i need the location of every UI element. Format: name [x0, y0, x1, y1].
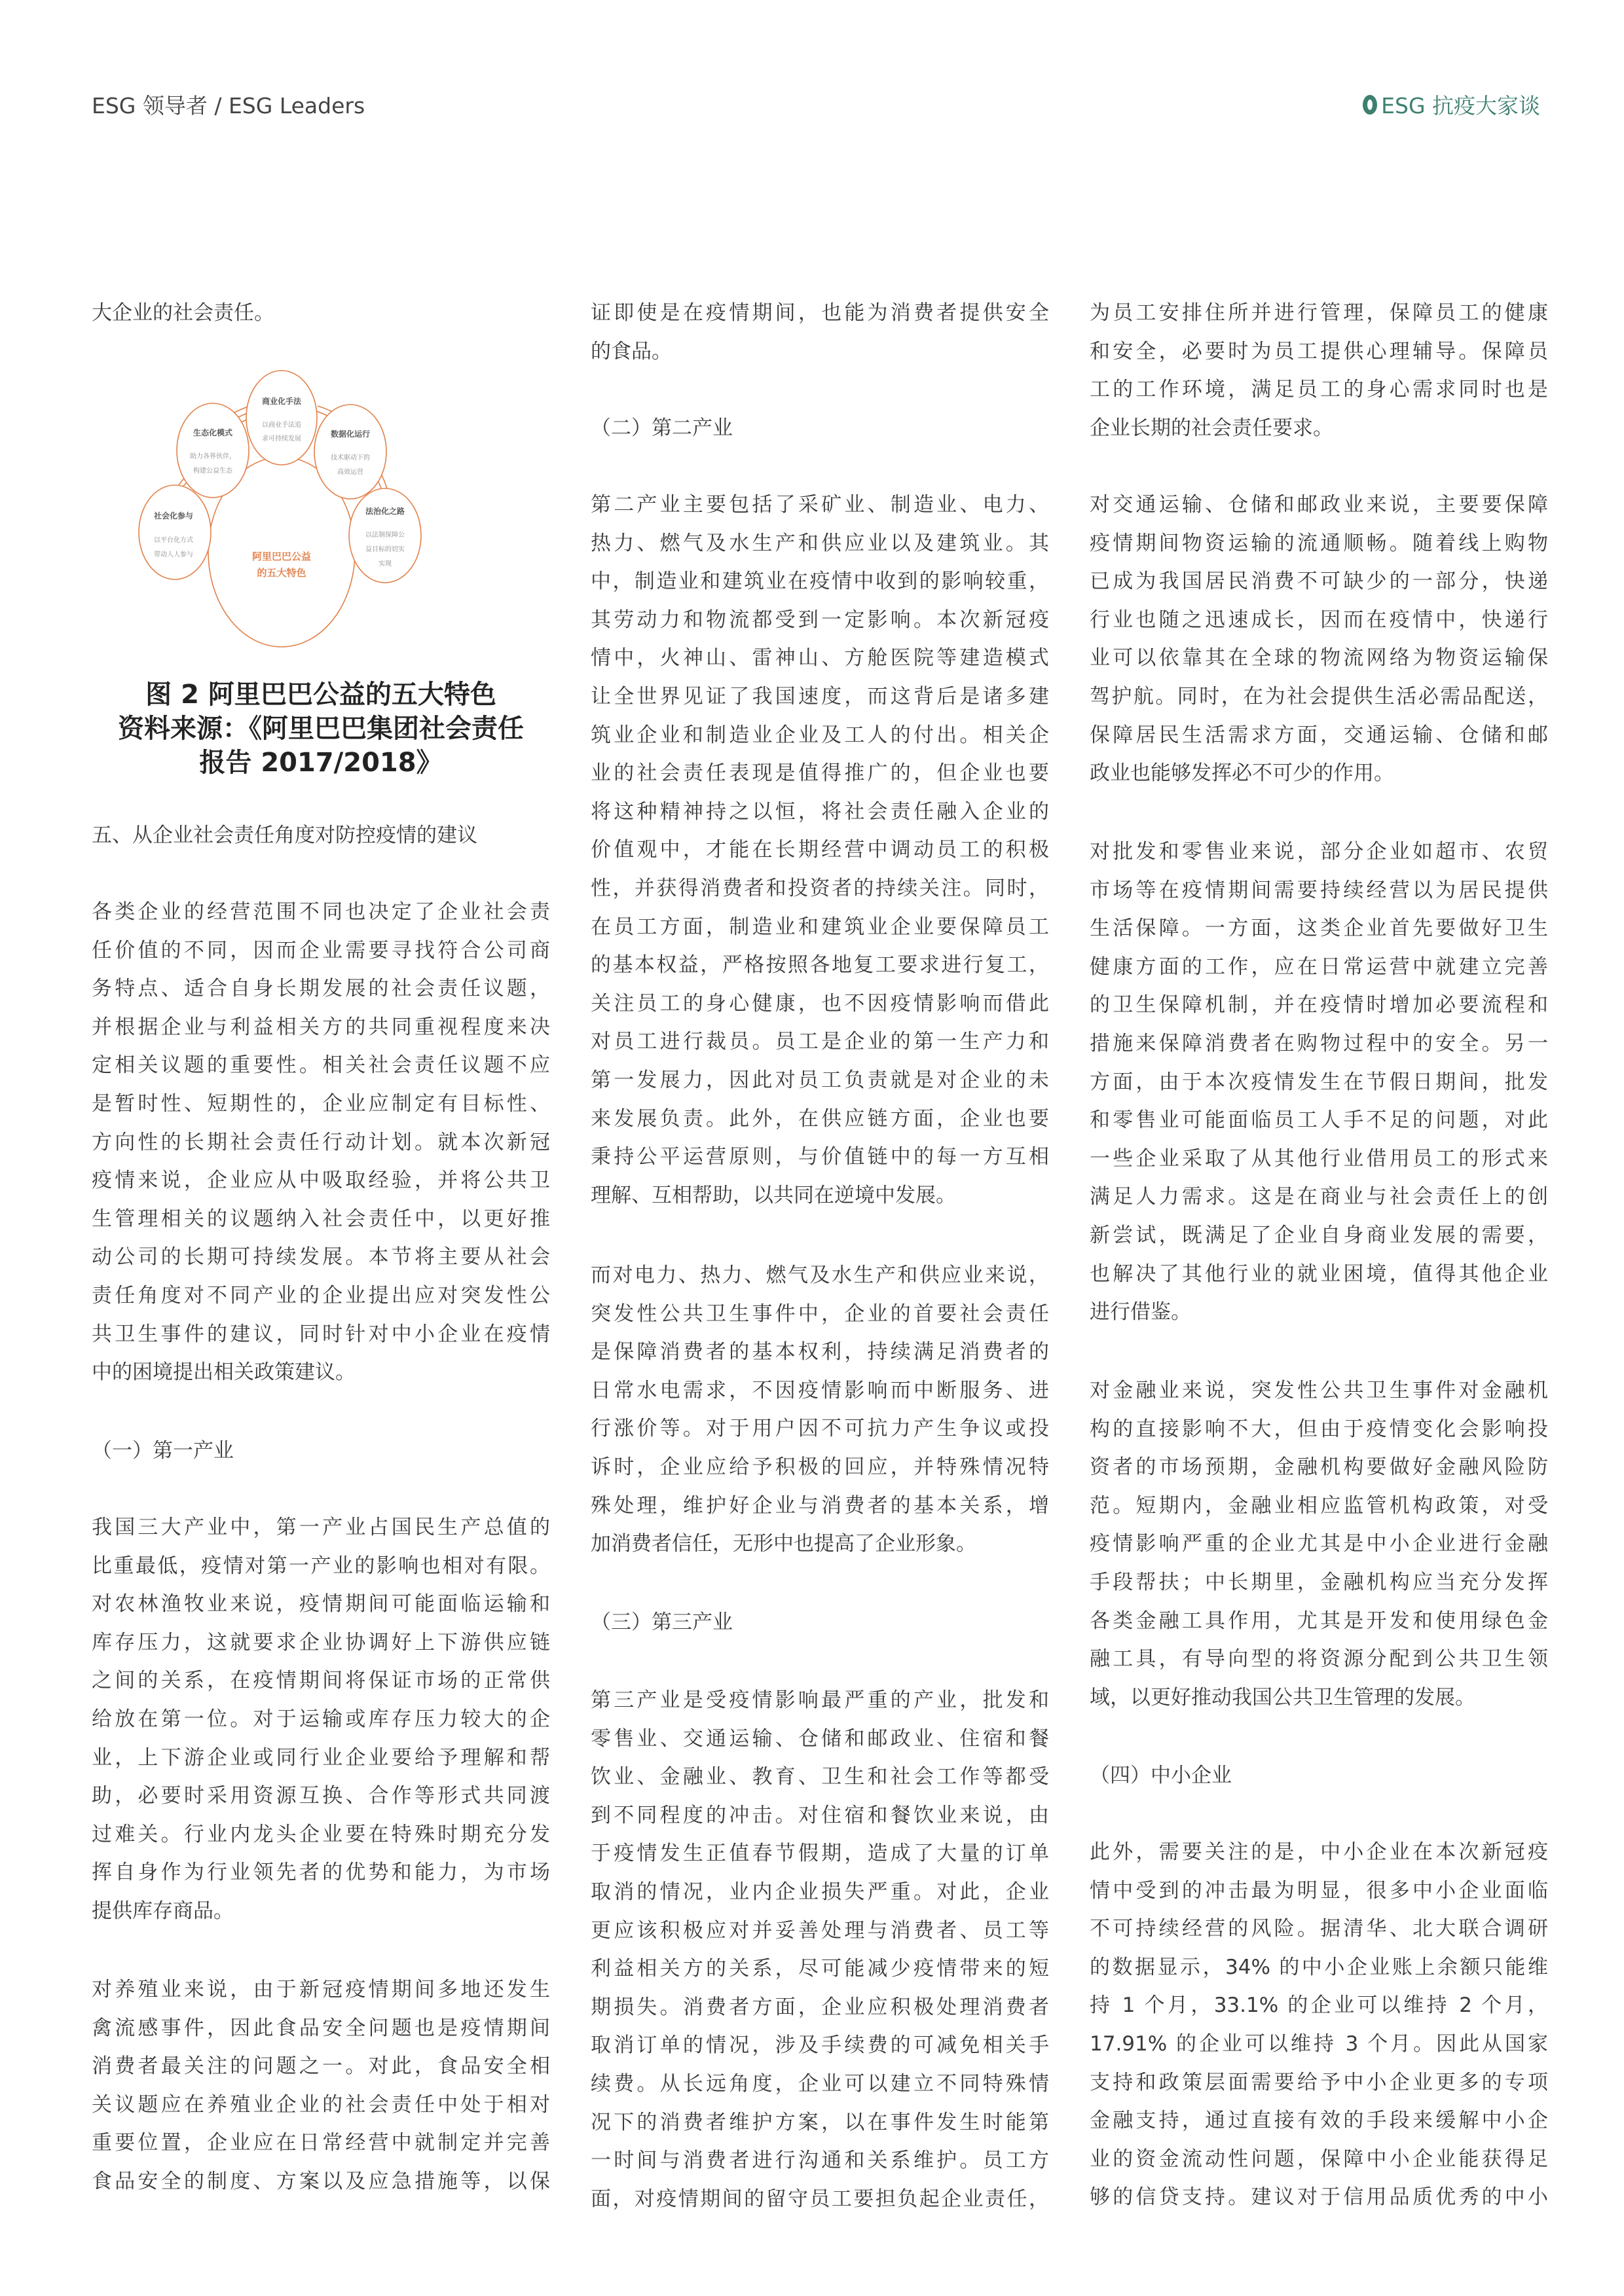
- text-line: 责任角度对不同产业的企业提出应对突发性公: [92, 1283, 550, 1307]
- text-line: 禽流感事件，因此食品安全问题也是疫情期间: [92, 2016, 550, 2040]
- text-line: 业，上下游企业或同行业企业要给予理解和帮: [92, 1745, 550, 1770]
- text-line: 业的资金流动性问题，保障中小企业能获得足: [1090, 2147, 1548, 2171]
- paragraph: [92, 1508, 550, 1931]
- node-title: 商业化手法: [261, 397, 302, 406]
- text-line: 市场等在疫情期间需要持续经营以为居民提供: [1090, 878, 1548, 902]
- node-circle: [177, 403, 249, 498]
- figure-caption: [92, 678, 550, 780]
- text-line: 日常水电需求，不因疫情影响而中断服务、进: [591, 1378, 1049, 1402]
- paragraph: [1090, 1372, 1548, 1717]
- text-line: 不可持续经营的风险。据清华、北大联合调研: [1090, 1917, 1548, 1941]
- node-title: 社会化参与: [153, 511, 194, 520]
- text-line: （一）第一产业: [92, 1439, 234, 1463]
- text-line: 而对电力、热力、燃气及水生产和供应业来说，: [591, 1264, 1049, 1287]
- text-line: 的卫生保障机制，并在疫情时增加必要流程和: [1090, 993, 1548, 1017]
- text-line: 第二产业主要包括了采矿业、制造业、电力、: [591, 493, 1049, 517]
- node-desc: 以法制保障公: [365, 532, 405, 539]
- text-line: 五、从企业社会责任角度对防控疫情的建议: [92, 824, 477, 847]
- running-header-right: [1363, 89, 1540, 120]
- text-line: 此外，需要关注的是，中小企业在本次新冠疫: [1090, 1840, 1548, 1864]
- node-desc: 以商业手法追: [262, 422, 301, 429]
- text-line: 的食品。: [591, 339, 672, 363]
- caption-line: 图 2 阿里巴巴公益的五大特色: [145, 680, 496, 710]
- section-heading: [1090, 1757, 1548, 1795]
- caption-line: 资料来源：《阿里巴巴集团社会责任: [118, 714, 524, 744]
- circle-logo-icon: [1363, 95, 1377, 115]
- text-line: 工的工作环境，满足员工的身心需求同时也是: [1090, 378, 1548, 402]
- text-line: 给放在第一位。对于运输或库存压力较大的企: [92, 1707, 550, 1731]
- text-line: 对农林渔牧业来说，疫情期间可能面临运输和: [92, 1592, 550, 1616]
- text-line: 各类企业的经营范围不同也决定了企业社会责: [92, 900, 550, 924]
- text-line: 对员工进行裁员。员工是企业的第一生产力和: [591, 1030, 1049, 1054]
- text-line: 取消订单的情况，涉及手续费的可减免相关手: [591, 2033, 1049, 2058]
- node-desc: 益目标的切实: [365, 546, 405, 553]
- center-label: 阿里巴巴公益: [251, 551, 312, 562]
- text-line: 的数据显示，34% 的中小企业账上余额只能维: [1090, 1955, 1548, 1979]
- section-heading: [591, 409, 1049, 448]
- paragraph: [591, 294, 1049, 371]
- text-line: 食品安全的制度、方案以及应急措施等，以保: [92, 2169, 550, 2193]
- node-title: 数据化运行: [330, 429, 371, 439]
- text-line: 为员工安排住所并进行管理，保障员工的健康: [1090, 301, 1548, 325]
- text-line: 生管理相关的议题纳入社会责任中，以更好推: [92, 1207, 550, 1231]
- paragraph: [92, 893, 550, 1392]
- text-line: 突发性公共卫生事件中，企业的首要社会责任: [591, 1302, 1049, 1326]
- text-line: 消费者最关注的问题之一。对此，食品安全相: [92, 2054, 550, 2079]
- text-line: 满足人力需求。这是在商业与社会责任上的创: [1090, 1185, 1548, 1209]
- text-line: 来发展负责。此外，在供应链方面，企业也要: [591, 1106, 1049, 1131]
- text-line: 加消费者信任，无形中也提高了企业形象。: [591, 1532, 976, 1556]
- text-line: 到不同程度的冲击。对住宿和餐饮业来说，由: [591, 1803, 1049, 1827]
- text-line: 筑业企业和制造业企业及工人的付出。相关企: [591, 723, 1049, 747]
- text-line: 库存压力，这就要求企业协调好上下游供应链: [92, 1630, 550, 1654]
- text-line: 业的社会责任表现是值得推广的，但企业也要: [591, 761, 1049, 786]
- text-line: 疫情来说，企业应从中吸取经验，并将公共卫: [92, 1169, 550, 1193]
- text-line: 定相关议题的重要性。相关社会责任议题不应: [92, 1053, 550, 1078]
- text-line: 政业也能够发挥必不可少的作用。: [1090, 761, 1394, 786]
- text-line: 动公司的长期可持续发展。本节将主要从社会: [92, 1245, 550, 1269]
- section-heading: [591, 1603, 1049, 1642]
- node-title: 法治化之路: [365, 507, 405, 516]
- text-line: 饮业、金融业、教育、卫生和社会工作等都受: [591, 1765, 1049, 1789]
- section-heading: [92, 816, 550, 855]
- text-line: 持 1 个月，33.1% 的企业可以维持 2 个月，: [1090, 1994, 1548, 2018]
- text-line: （四）中小企业: [1090, 1764, 1232, 1787]
- paragraph: [92, 1971, 550, 2201]
- node-circle: [314, 405, 386, 499]
- text-line: 也解决了其他行业的就业困境，值得其他企业: [1090, 1262, 1548, 1286]
- text-line: 一时间与消费者进行沟通和关系维护。员工方: [591, 2149, 1049, 2173]
- text-line: 将这种精神持之以恒，将社会责任融入企业的: [591, 799, 1049, 824]
- text-line: 续费。从长远角度，企业可以建立不同特殊情: [591, 2071, 1049, 2096]
- text-line: 保障居民生活需求方面，交通运输、仓储和邮: [1090, 723, 1548, 747]
- text-line: 提供库存商品。: [92, 1899, 234, 1923]
- text-line: 关议题应在养殖业企业的社会责任中处于相对: [92, 2092, 550, 2117]
- node-desc: 技术驱动下的: [331, 454, 370, 462]
- text-line: 域，以更好推动我国公共卫生管理的发展。: [1090, 1685, 1475, 1709]
- text-line: 性，并获得消费者和投资者的持续关注。同时，: [591, 876, 1049, 900]
- text-line: 疫情期间物资运输的流通顺畅。随着线上购物: [1090, 531, 1548, 555]
- text-line: 助，必要时采用资源互换、合作等形式共同渡: [92, 1784, 550, 1808]
- text-line: 是暂时性、短期性的，企业应制定有目标性、: [92, 1091, 550, 1116]
- text-line: 对交通运输、仓储和邮政业来说，主要要保障: [1090, 493, 1548, 517]
- text-line: 驾护航。同时，在为社会提供生活必需品配送，: [1090, 684, 1548, 708]
- node-circle: [246, 371, 317, 465]
- text-line: 业可以依靠其在全球的物流网络为物资运输保: [1090, 646, 1548, 670]
- text-line: （三）第三产业: [591, 1611, 733, 1634]
- section-heading: [92, 1432, 550, 1470]
- paragraph: [1090, 1833, 1548, 2217]
- text-line: 大企业的社会责任。: [92, 301, 274, 325]
- text-line: 务特点、适合自身长期发展的社会责任议题，: [92, 977, 550, 1001]
- text-line: 利益相关方的关系，尽可能减少疫情带来的短: [591, 1957, 1049, 1981]
- text-line: 够的信贷支持。建议对于信用品质优秀的中小: [1090, 2185, 1548, 2210]
- text-line: 情中，火神山、雷神山、方舱医院等建造模式: [591, 646, 1049, 670]
- paragraph: [591, 1256, 1049, 1563]
- node-desc: 高效运营: [337, 469, 363, 476]
- node-circle: [139, 485, 211, 579]
- text-line: 诉时，企业应给予积极的回应，并特殊情况特: [591, 1455, 1049, 1479]
- text-line: 健康方面的工作，应在日常运营中就建立完善: [1090, 955, 1548, 979]
- text-line: 更应该积极应对并妥善处理与消费者、员工等: [591, 1918, 1049, 1942]
- text-line: 挥自身作为行业领先者的优势和能力，为市场: [92, 1861, 550, 1885]
- text-line: 我国三大产业中，第一产业占国民生产总值的: [92, 1516, 550, 1539]
- text-line: 在员工方面，制造业和建筑业企业要保障员工: [591, 915, 1049, 939]
- text-line: 手段帮扶；中长期里，金融机构应当充分发挥: [1090, 1570, 1548, 1594]
- text-line: 已成为我国居民消费不可缺少的一部分，快递: [1090, 570, 1548, 594]
- running-header-left: ESG 领导者 / ESG Leaders: [92, 93, 365, 118]
- text-line: 零售业、交通运输、仓储和邮政业、住宿和餐: [591, 1726, 1049, 1751]
- text-line: 殊处理，维护好企业与消费者的基本关系，增: [591, 1493, 1049, 1518]
- text-line: 生活保障。一方面，这类企业首先要做好卫生: [1090, 917, 1548, 941]
- paragraph: [92, 294, 550, 333]
- text-line: 措施来保障消费者在购物过程中的安全。另一: [1090, 1031, 1548, 1055]
- text-line: 进行借鉴。: [1090, 1300, 1191, 1324]
- node-desc: 求可持续发展: [262, 435, 301, 443]
- text-line: 并根据企业与利益相关方的共同重视程度来决: [92, 1015, 550, 1039]
- text-line: 关注员工的身心健康，也不因疫情影响而借此: [591, 991, 1049, 1015]
- text-line: 价值观中，才能在长期经营中调动员工的积极: [591, 838, 1049, 862]
- text-line: 是保障消费者的基本权利，持续满足消费者的: [591, 1340, 1049, 1364]
- five-features-diagram: [131, 354, 576, 668]
- text-line: 和安全，必要时为员工提供心理辅导。保障员: [1090, 339, 1548, 363]
- paragraph: [591, 1681, 1049, 2218]
- text-line: 过难关。行业内龙头企业要在特殊时期充分发: [92, 1822, 550, 1846]
- text-line: 方向性的长期社会责任行动计划。就本次新冠: [92, 1130, 550, 1154]
- text-line: 中的困境提出相关政策建议。: [92, 1360, 356, 1385]
- text-line: 对养殖业来说，由于新冠疫情期间多地还发生: [92, 1978, 550, 2001]
- text-line: 各类金融工具作用，尤其是开发和使用绿色金: [1090, 1609, 1548, 1633]
- paragraph: [1090, 486, 1548, 793]
- text-line: 证即使是在疫情期间，也能为消费者提供安全: [591, 301, 1049, 325]
- text-line: 范。短期内，金融业相应监管机构政策，对受: [1090, 1493, 1548, 1518]
- text-line: 秉持公平运营原则，与价值链中的每一方互相: [591, 1145, 1049, 1169]
- text-line: 对金融业来说，突发性公共卫生事件对金融机: [1090, 1379, 1548, 1402]
- text-line: 热力、燃气及水生产和供应业以及建筑业。其: [591, 531, 1049, 555]
- node-desc: 助力各界伙伴，: [190, 453, 236, 460]
- text-line: 中，制造业和建筑业在疫情中收到的影响较重，: [591, 570, 1049, 594]
- text-line: 重要位置，企业应在日常经营中就制定并完善: [92, 2131, 550, 2155]
- node-desc: 带动人人参与: [154, 551, 193, 558]
- text-line: 对批发和零售业来说，部分企业如超市、农贸: [1090, 840, 1548, 864]
- section-title: ESG 抗疫大家谈: [1381, 93, 1540, 118]
- text-line: 理解、互相帮助，以共同在逆境中发展。: [591, 1183, 956, 1207]
- text-line: 资者的市场预期，金融机构要做好金融风险防: [1090, 1455, 1548, 1480]
- text-line: 期损失。消费者方面，企业应积极处理消费者: [591, 1995, 1049, 2019]
- text-line: 面，对疫情期间的留守员工要担负起企业责任，: [591, 2187, 1049, 2211]
- text-line: 行涨价等。对于用户因不可抗力产生争议或投: [591, 1417, 1049, 1441]
- caption-line: 报告 2017/2018》: [199, 748, 443, 778]
- node-desc: 以平台化方式: [154, 537, 193, 544]
- text-line: 况下的消费者维护方案，以在事件发生时能第: [591, 2110, 1049, 2134]
- text-line: 情中受到的冲击最为明显，很多中小企业面临: [1090, 1878, 1548, 1903]
- text-line: 比重最低，疫情对第一产业的影响也相对有限。: [92, 1554, 550, 1578]
- node-desc: 实现: [378, 560, 392, 568]
- text-line: 的基本权益，严格按照各地复工要求进行复工，: [591, 953, 1049, 977]
- text-line: 方面，由于本次疫情发生在节假日期间，批发: [1090, 1070, 1548, 1094]
- paragraph: [1090, 833, 1548, 1332]
- text-line: 和零售业可能面临员工人手不足的问题，对此: [1090, 1108, 1548, 1133]
- text-line: 融工具，有导向型的将资源分配到公共卫生领: [1090, 1647, 1548, 1671]
- text-line: 之间的关系，在疫情期间将保证市场的正常供: [92, 1669, 550, 1693]
- text-line: 第一发展力，因此对员工负责就是对企业的未: [591, 1068, 1049, 1092]
- text-line: （二）第二产业: [591, 416, 733, 440]
- text-line: 共卫生事件的建议，同时针对中小企业在疫情: [92, 1322, 550, 1346]
- text-line: 其劳动力和物流都受到一定影响。本次新冠疫: [591, 608, 1049, 632]
- text-line: 新尝试，既满足了企业自身商业发展的需要，: [1090, 1223, 1548, 1247]
- text-line: 行业也随之迅速成长，因而在疫情中，快递行: [1090, 608, 1548, 632]
- text-line: 第三产业是受疫情影响最严重的产业，批发和: [591, 1688, 1049, 1712]
- node-desc: 构建公益生态: [193, 467, 232, 475]
- text-line: 企业长期的社会责任要求。: [1090, 416, 1333, 440]
- node-title: 生态化模式: [193, 428, 233, 437]
- center-label: 的五大特色: [257, 567, 306, 579]
- text-line: 于疫情发生正值春节假期，造成了大量的订单: [591, 1842, 1049, 1866]
- text-line: 取消的情况，业内企业损失严重。对此，企业: [591, 1880, 1049, 1904]
- text-line: 金融支持，通过直接有效的手段来缓解中小企: [1090, 2109, 1548, 2133]
- paragraph: [591, 486, 1049, 1214]
- text-line: 17.91% 的企业可以维持 3 个月。因此从国家: [1090, 2032, 1548, 2056]
- text-line: 任价值的不同，因而企业需要寻找符合公司商: [92, 938, 550, 962]
- text-line: 支持和政策层面需要给予中小企业更多的专项: [1090, 2070, 1548, 2094]
- text-line: 让全世界见证了我国速度，而这背后是诸多建: [591, 684, 1049, 708]
- paragraph: [1090, 294, 1548, 447]
- text-line: 一些企业采取了从其他行业借用员工的形式来: [1090, 1146, 1548, 1171]
- text-line: 疫情影响严重的企业尤其是中小企业进行金融: [1090, 1532, 1548, 1556]
- text-line: 构的直接影响不大，但由于疫情变化会影响投: [1090, 1417, 1548, 1441]
